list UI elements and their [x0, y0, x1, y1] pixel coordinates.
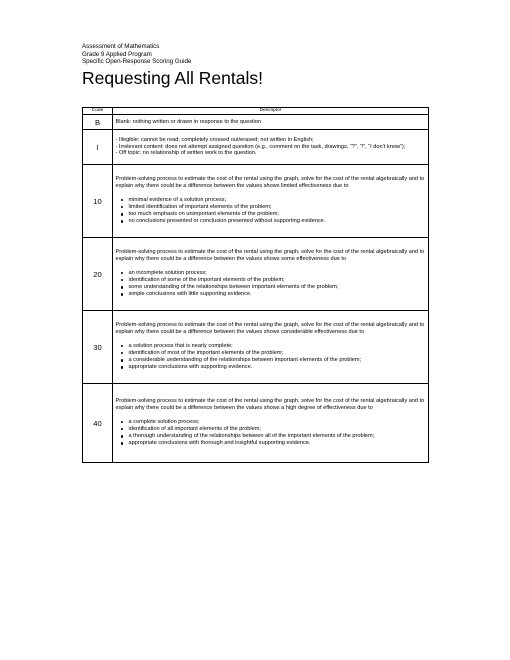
descriptor-line: - Irrelevant content: does not attempt assigned question (e.g., comment on the task, drawings, “?”, “!”, “I don’t know”); — [115, 143, 406, 150]
table-header-row — [83, 108, 429, 115]
descriptor-line: - Illegible: cannot be read; completely crossed out/erased; not written in English; — [115, 136, 314, 143]
table-row — [83, 311, 429, 384]
row-code: 30 — [83, 311, 113, 384]
assessment-name: Assessment of Mathematics — [82, 43, 160, 50]
row-code: B — [83, 115, 113, 130]
list-item: some understanding of the relationships between important elements of the problem; — [129, 284, 426, 291]
guide-type: Specific Open-Response Scoring Guide — [82, 58, 192, 66]
list-item: minimal evidence of a solution process; — [129, 197, 426, 204]
row-descriptor — [113, 130, 429, 165]
row-code: 20 — [83, 238, 113, 311]
table-row — [83, 384, 429, 463]
row-descriptor — [113, 311, 429, 384]
scoring-rubric-table — [82, 107, 429, 463]
row-code: 40 — [83, 384, 113, 463]
descriptor-lead: Problem-solving process to estimate the cost of the rental using the graph, solve for the cost of the rental algebraically and to explain why there could be a difference between the values shows considerable effectiveness due to — [115, 322, 425, 335]
list-item: appropriate conclusions with thorough and insightful supporting evidence. — [129, 440, 426, 447]
criteria-list — [116, 343, 426, 371]
row-descriptor — [113, 238, 429, 311]
list-item: simple conclusions with little supporting evidence. — [129, 291, 426, 298]
list-item: an incomplete solution process; — [129, 270, 426, 277]
list-item: limited identification of important elements of the problem; — [129, 204, 426, 211]
descriptor-line: Blank: nothing written or drawn in response to the question — [115, 118, 262, 125]
list-item: identification of some of the important elements of the problem; — [129, 277, 426, 284]
criteria-list — [116, 419, 426, 447]
list-item: a thorough understanding of the relationships between all of the important elements of the problem; — [129, 433, 426, 440]
criteria-list — [116, 270, 426, 298]
descriptor-lead: Problem-solving process to estimate the cost of the rental using the graph, solve for the cost of the rental algebraically and to explain why there could be a difference between the values shows limited effectiveness due to — [115, 176, 425, 189]
list-item: identification of all important elements of the problem; — [129, 426, 426, 433]
row-code: 10 — [83, 165, 113, 238]
table-row — [83, 165, 429, 238]
page-title: Requesting All Rentals! — [82, 67, 263, 88]
list-item: a solution process that is nearly complete; — [129, 343, 426, 350]
table-row — [83, 238, 429, 311]
descriptor-column-header: Descriptor — [113, 108, 429, 115]
descriptor-line: - Off topic: no relationship of written work to the question. — [115, 150, 257, 157]
code-column-header: Code — [83, 108, 113, 115]
table-row — [83, 130, 429, 165]
row-descriptor — [113, 384, 429, 463]
row-descriptor — [113, 165, 429, 238]
list-item: a complete solution process; — [129, 419, 426, 426]
list-item: too much emphasis on unimportant elements of the problem; — [129, 211, 426, 218]
table-row — [83, 115, 429, 130]
criteria-list — [116, 197, 426, 225]
row-descriptor — [113, 115, 429, 130]
grade-program: Grade 9 Applied Program — [82, 50, 152, 58]
list-item: appropriate conclusions with supporting evidence. — [129, 364, 426, 371]
descriptor-lead: Problem-solving process to estimate the cost of the rental using the graph, solve for the cost of the rental algebraically and to explain why there could be a difference between the values shows a high degree of effectiveness due to — [115, 398, 425, 411]
descriptor-lead: Problem-solving process to estimate the cost of the rental using the graph, solve for the cost of the rental algebraically and to explain why there could be a difference between the values shows some effectiveness due to — [115, 249, 425, 262]
list-item: identification of most of the important elements of the problem; — [129, 350, 426, 357]
scoring-guide-page — [82, 43, 428, 447]
list-item: no conclusions presented or conclusion presented without supporting evidence. — [129, 218, 426, 225]
list-item: a considerable understanding of the relationships between important elements of the problem; — [129, 357, 426, 364]
row-code: I — [83, 130, 113, 165]
